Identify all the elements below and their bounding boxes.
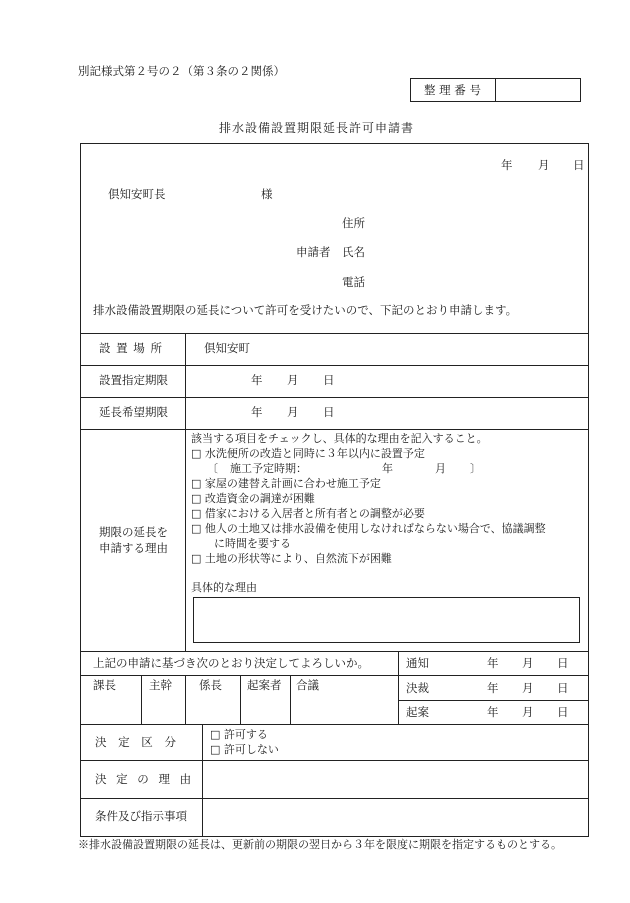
bracket-open: 〔 xyxy=(207,462,218,475)
seiri-divider xyxy=(495,78,496,102)
label-column-divider xyxy=(185,333,186,651)
address-label: 住所 xyxy=(342,216,365,230)
name-label: 氏名 xyxy=(342,245,365,259)
application-statement: 排水設備設置期限の延長について許可を受けたいので、下記のとおり申請します。 xyxy=(93,303,518,317)
concrete-reason-label: 具体的な理由 xyxy=(191,581,257,594)
decision-category-label: 決 定 区 分 xyxy=(95,735,180,749)
schedule-year: 年 xyxy=(382,462,393,475)
option-text: 土地の形状等により、自然流下が困難 xyxy=(204,552,392,565)
kian-day: 日 xyxy=(557,705,569,719)
kessai-year: 年 xyxy=(487,681,499,695)
checkbox-icon[interactable]: □ xyxy=(210,743,221,756)
divider xyxy=(80,429,589,430)
location-value[interactable]: 倶知安町 xyxy=(204,341,250,355)
approval-kacho: 課長 xyxy=(93,678,116,692)
notice-label: 通知 xyxy=(406,656,429,670)
designated-year: 年 xyxy=(251,373,263,387)
notice-month: 月 xyxy=(522,656,534,670)
reason-instruction: 該当する項目をチェックし、具体的な理由を記入すること。 xyxy=(191,432,488,445)
checkbox-icon[interactable]: □ xyxy=(191,477,202,490)
requested-year: 年 xyxy=(251,405,263,419)
date-month: 月 xyxy=(538,158,550,172)
kessai-day: 日 xyxy=(557,681,569,695)
kian-year: 年 xyxy=(487,705,499,719)
option-text: 許可しない xyxy=(223,743,279,756)
designated-month: 月 xyxy=(287,373,299,387)
approval-divider xyxy=(141,675,142,724)
requested-deadline-label: 延長希望期限 xyxy=(99,405,168,419)
addressee-honorific: 様 xyxy=(261,187,273,201)
reason-option-4[interactable] xyxy=(191,508,425,519)
footnote: ※排水設備設置期限の延長は、更新前の期限の翌日から３年を限度に期限を指定するものとする。 xyxy=(78,838,562,851)
divider xyxy=(80,651,589,652)
date-day: 日 xyxy=(573,158,585,172)
kessai-label: 決裁 xyxy=(406,681,429,695)
kian-label: 起案 xyxy=(406,705,429,719)
form-reference: 別記様式第２号の２（第３条の２関係） xyxy=(78,64,285,78)
decision-intro: 上記の申請に基づき次のとおり決定してよろしいか。 xyxy=(93,656,369,670)
form-frame xyxy=(80,143,589,837)
reason-option-5-continued: に時間を要する xyxy=(214,537,291,550)
notice-day: 日 xyxy=(557,656,569,670)
divider xyxy=(80,675,398,676)
reason-label-line1: 期限の延長を xyxy=(99,525,168,539)
divider xyxy=(80,724,589,725)
checkbox-icon[interactable]: □ xyxy=(191,447,202,460)
approval-divider xyxy=(290,675,291,724)
dates-column-divider xyxy=(398,651,399,724)
reason-option-1[interactable] xyxy=(191,448,425,459)
reason-label-line2: 申請する理由 xyxy=(99,541,168,555)
approval-aigi: 合議 xyxy=(296,678,319,692)
option-text: 改造資金の調達が困難 xyxy=(204,492,315,505)
divider xyxy=(80,760,589,761)
schedule-line xyxy=(207,463,481,474)
decision-reason-label: 決 定 の 理 由 xyxy=(95,772,195,786)
requested-day: 日 xyxy=(323,405,335,419)
reason-option-3[interactable] xyxy=(191,493,315,504)
divider xyxy=(398,675,589,676)
option-text: 水洗便所の改造と同時に３年以内に設置予定 xyxy=(204,447,425,460)
location-label: 設 置 場 所 xyxy=(99,341,163,355)
checkbox-icon[interactable]: □ xyxy=(191,522,202,535)
divider xyxy=(80,798,589,799)
bracket-close: 〕 xyxy=(470,462,481,475)
reason-option-6[interactable] xyxy=(191,553,392,564)
schedule-month: 月 xyxy=(435,462,446,475)
conditions-label: 条件及び指示事項 xyxy=(95,809,187,823)
notice-year: 年 xyxy=(487,656,499,670)
kessai-month: 月 xyxy=(522,681,534,695)
checkbox-icon[interactable]: □ xyxy=(210,728,221,741)
date-year: 年 xyxy=(501,158,513,172)
designated-deadline-label: 設置指定期限 xyxy=(99,373,168,387)
designated-day: 日 xyxy=(323,373,335,387)
phone-label: 電話 xyxy=(342,275,365,289)
divider xyxy=(80,397,589,398)
applicant-label: 申請者 xyxy=(296,245,331,259)
checkbox-icon[interactable]: □ xyxy=(191,552,202,565)
divider xyxy=(80,333,589,334)
approval-divider xyxy=(240,675,241,724)
addressee-name: 倶知安町長 xyxy=(108,187,166,201)
concrete-reason-field[interactable] xyxy=(193,597,580,643)
option-text: 他人の土地又は排水設備を使用しなければならない場合で、協議調整 xyxy=(204,522,546,535)
option-text: 家屋の建替え計画に合わせ施工予定 xyxy=(204,477,381,490)
approval-divider xyxy=(185,675,186,724)
option-text: 借家における入居者と所有者との調整が必要 xyxy=(204,507,425,520)
approval-kianja: 起案者 xyxy=(247,678,282,692)
option-text: 許可する xyxy=(223,728,268,741)
kian-month: 月 xyxy=(522,705,534,719)
reason-option-5[interactable] xyxy=(191,523,546,534)
bottom-label-divider xyxy=(202,724,203,837)
checkbox-icon[interactable]: □ xyxy=(191,507,202,520)
requested-month: 月 xyxy=(287,405,299,419)
reason-option-2[interactable] xyxy=(191,478,381,489)
divider xyxy=(398,700,589,701)
form-title: 排水設備設置期限延長許可申請書 xyxy=(219,121,415,135)
seiri-label: 整 理 番 号 xyxy=(424,83,481,97)
approval-shukan: 主幹 xyxy=(149,678,172,692)
decision-option-approve[interactable] xyxy=(210,729,268,740)
divider xyxy=(80,365,589,366)
decision-option-deny[interactable] xyxy=(210,744,279,755)
approval-kakaricho: 係長 xyxy=(199,678,222,692)
checkbox-icon[interactable]: □ xyxy=(191,492,202,505)
schedule-label: 施工予定時期： xyxy=(230,462,307,475)
